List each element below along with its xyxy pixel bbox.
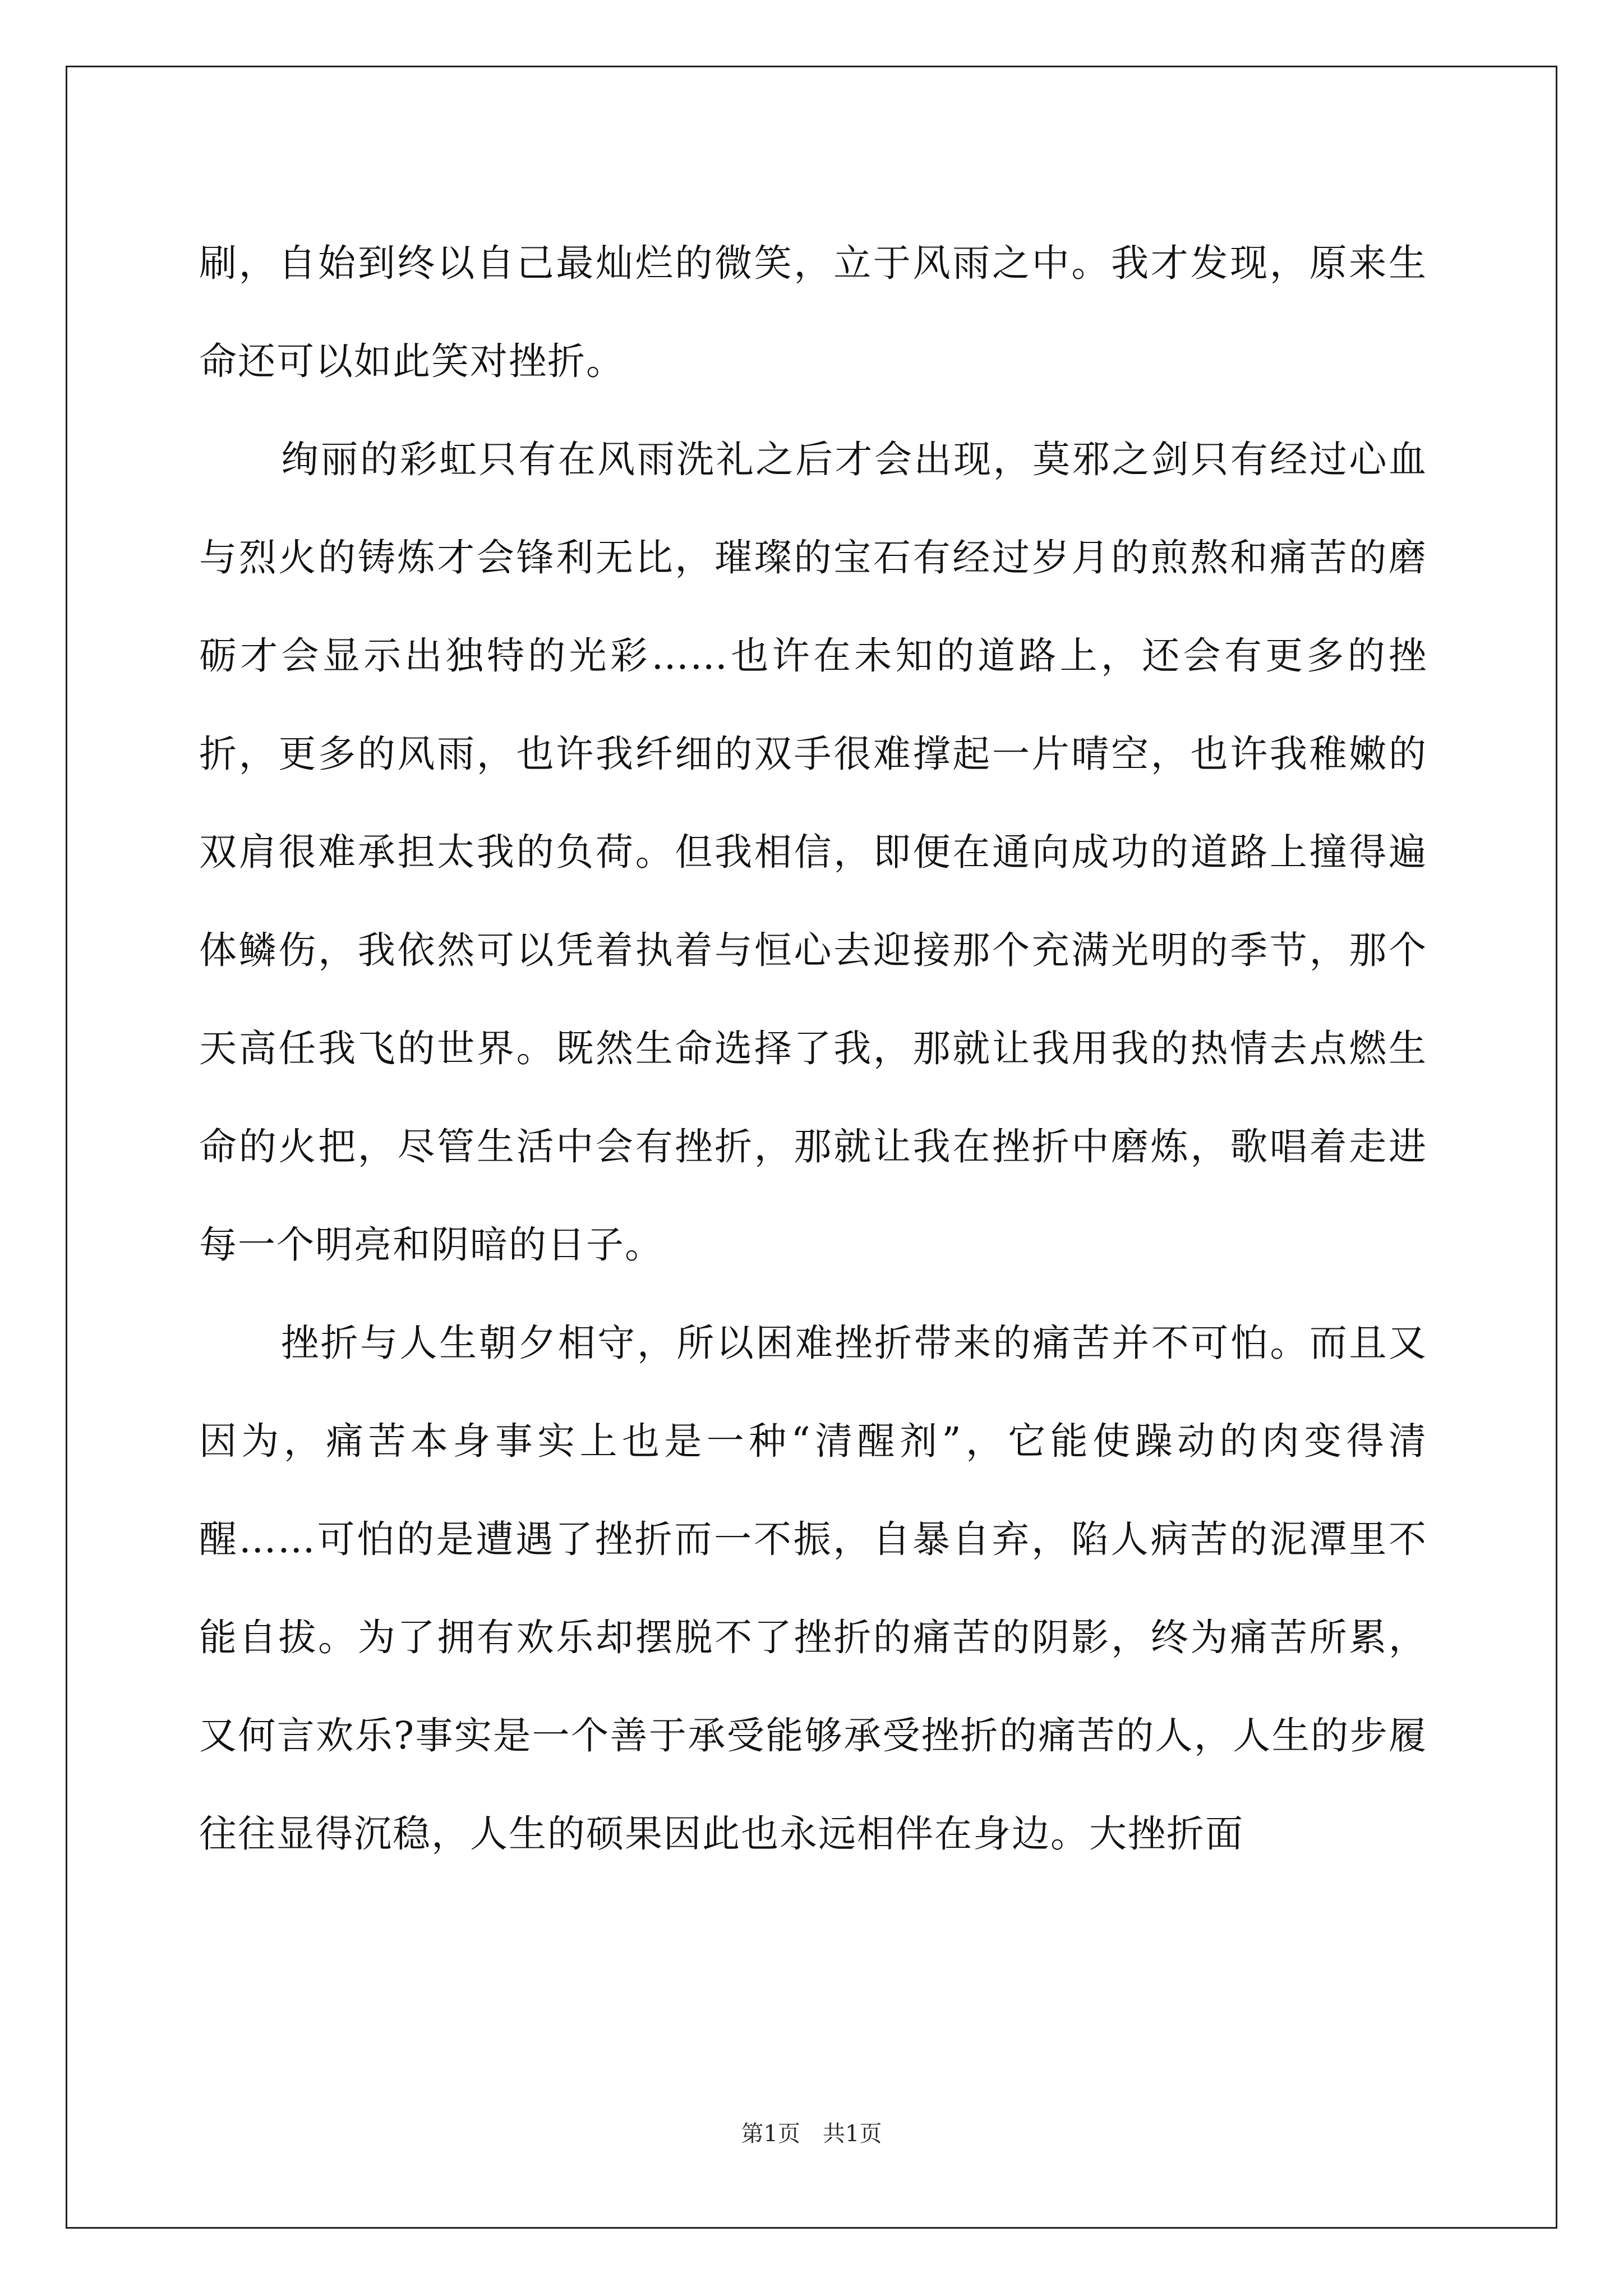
paragraph-1: 刷，自始到终以自己最灿烂的微笑，立于风雨之中。我才发现，原来生命还可以如此笑对挫折。 [199,241,1427,383]
paragraph-2: 绚丽的彩虹只有在风雨洗礼之后才会出现，莫邪之剑只有经过心血与烈火的铸炼才会锋利无比，璀璨的宝石有经过岁月的煎熬和痛苦的磨砺才会显示出独特的光彩……也许在未知的道路上，还会有更多的挫折，更多的风雨，也许我纤细的双手很难撑起一片晴空，也许我稚嫩的双肩很难承担太我的负荷。但我相信，即便在通向成功的道路上撞得遍体鳞伤，我依然可以凭着执着与恒心去迎接那个充满光明的季节，那个天高任我飞的世界。既然生命选择了我，那就让我用我的热情去点燃生命的火把，尽管生活中会有挫折，那就让我在挫折中磨炼，歌唱着走进每一个明亮和阴暗的日子。 [199,438,1427,1267]
paragraph-3: 挫折与人生朝夕相守，所以困难挫折带来的痛苦并不可怕。而且又因为，痛苦本身事实上也是一种“清醒剂”，它能使躁动的肉变得清醒……可怕的是遭遇了挫折而一不振，自暴自弃，陷人病苦的泥潭里不能自拔。为了拥有欢乐却摆脱不了挫折的痛苦的阴影，终为痛苦所累，又何言欢乐?事实是一个善于承受能够承受挫折的痛苦的人，人生的步履往往显得沉稳，人生的硕果因此也永远相伴在身边。大挫折面 [199,1321,1427,1856]
document-body [199,214,1427,1883]
page-number-footer: 第1页 共1页 [741,2121,882,2147]
